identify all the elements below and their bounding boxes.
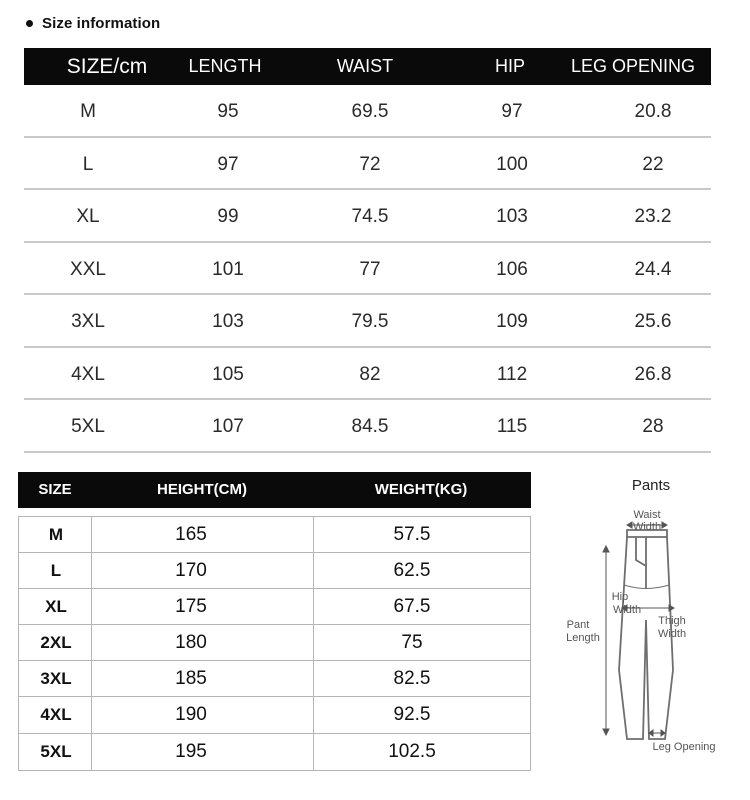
table-row — [19, 589, 530, 625]
cell-waist: 79.5 — [351, 311, 389, 332]
cell-hip: 106 — [496, 258, 528, 280]
cell-leg-opening: 24.4 — [634, 258, 672, 280]
table-row — [19, 734, 530, 770]
cell-height: 185 — [175, 668, 207, 690]
cell-size: 2XL — [40, 633, 72, 653]
cell-length: 97 — [217, 153, 239, 175]
table-row — [19, 661, 530, 697]
cell-size: XXL — [70, 258, 106, 280]
table-row — [19, 625, 530, 661]
cell-weight: 75 — [401, 632, 423, 654]
header-weight: WEIGHT(KG) — [374, 481, 468, 498]
header-hip: HIP — [494, 56, 526, 76]
cell-weight: 102.5 — [388, 740, 436, 762]
cell-length: 99 — [217, 206, 239, 227]
cell-length: 105 — [212, 363, 244, 385]
diagram-title: Pants — [631, 477, 671, 494]
cell-size: 4XL — [40, 705, 72, 725]
cell-size: 3XL — [40, 669, 72, 689]
header-leg-opening: LEG OPENING — [570, 56, 696, 76]
cell-size: M — [80, 101, 96, 122]
cell-size: XL — [45, 597, 67, 617]
table-row — [19, 697, 530, 733]
cell-leg-opening: 23.2 — [634, 206, 672, 227]
cell-waist: 74.5 — [351, 206, 389, 227]
width-label: Width — [657, 628, 687, 640]
cell-weight: 92.5 — [393, 704, 431, 726]
header-length: LENGTH — [188, 56, 262, 76]
width-label: Width — [632, 521, 662, 533]
cell-hip: 100 — [496, 153, 528, 175]
cell-leg-opening: 28 — [642, 416, 664, 437]
table-row — [24, 400, 711, 453]
cell-waist: 84.5 — [351, 416, 389, 437]
section-heading — [26, 12, 160, 34]
thigh-label: Thigh — [658, 615, 686, 627]
cell-height: 175 — [175, 596, 207, 618]
cell-leg-opening: 20.8 — [634, 101, 672, 122]
cell-hip: 112 — [496, 363, 528, 385]
cell-weight: 62.5 — [393, 560, 431, 582]
table-row — [24, 138, 711, 191]
heading-text: Size information — [42, 14, 161, 32]
header-size: SIZE — [38, 481, 72, 498]
leg-opening-label: Leg Opening — [652, 741, 716, 753]
cell-hip: 97 — [501, 101, 523, 122]
cell-size: XL — [76, 206, 100, 227]
size-recommendation-table — [18, 472, 531, 771]
recommendation-header-row — [18, 472, 531, 508]
bullet-icon — [26, 20, 33, 27]
cell-waist: 77 — [359, 258, 381, 280]
table-row — [19, 553, 530, 589]
cell-size: 3XL — [71, 311, 105, 332]
pants-measurement-diagram — [548, 470, 748, 760]
cell-hip: 103 — [496, 206, 528, 227]
header-waist: WAIST — [336, 56, 394, 76]
measurement-header-row — [24, 48, 711, 85]
recommendation-body — [18, 516, 531, 771]
cell-waist: 82 — [359, 363, 381, 385]
cell-length: 101 — [212, 258, 244, 280]
table-row — [24, 85, 711, 138]
cell-weight: 82.5 — [393, 668, 431, 690]
cell-height: 195 — [175, 740, 207, 762]
table-row — [24, 243, 711, 296]
cell-height: 180 — [175, 632, 207, 654]
table-row — [24, 190, 711, 243]
pants-diagram-svg — [548, 470, 748, 760]
cell-size: L — [50, 561, 62, 581]
cell-size: M — [48, 525, 64, 544]
table-row — [24, 295, 711, 348]
cell-height: 170 — [175, 560, 207, 582]
cell-height: 165 — [175, 524, 207, 545]
length-label: Length — [566, 632, 600, 644]
cell-size: 4XL — [71, 363, 105, 385]
leg-opening-arrow — [649, 730, 665, 736]
cell-size: L — [82, 153, 94, 175]
cell-size: 5XL — [71, 416, 105, 437]
cell-leg-opening: 26.8 — [634, 363, 672, 385]
cell-weight: 57.5 — [393, 524, 431, 545]
cell-leg-opening: 22 — [642, 153, 664, 175]
waist-label: Waist — [633, 509, 661, 521]
cell-waist: 72 — [359, 153, 381, 175]
cell-hip: 109 — [496, 311, 528, 332]
cell-size: 5XL — [40, 741, 72, 761]
pant-label: Pant — [566, 619, 590, 631]
cell-hip: 115 — [496, 416, 528, 437]
header-height: HEIGHT(CM) — [157, 481, 247, 498]
cell-weight: 67.5 — [393, 596, 431, 618]
cell-waist: 69.5 — [351, 101, 389, 122]
size-measurement-table — [24, 48, 711, 453]
header-size: SIZE/cm — [66, 55, 148, 78]
cell-height: 190 — [175, 704, 207, 726]
cell-length: 95 — [217, 101, 239, 122]
width-label: Width — [612, 604, 642, 616]
cell-leg-opening: 25.6 — [634, 311, 672, 332]
table-row — [19, 517, 530, 553]
cell-length: 107 — [212, 416, 244, 437]
pant-length-arrow — [603, 546, 609, 735]
hip-label: Hip — [611, 591, 629, 603]
cell-length: 103 — [212, 311, 244, 332]
table-row — [24, 348, 711, 401]
